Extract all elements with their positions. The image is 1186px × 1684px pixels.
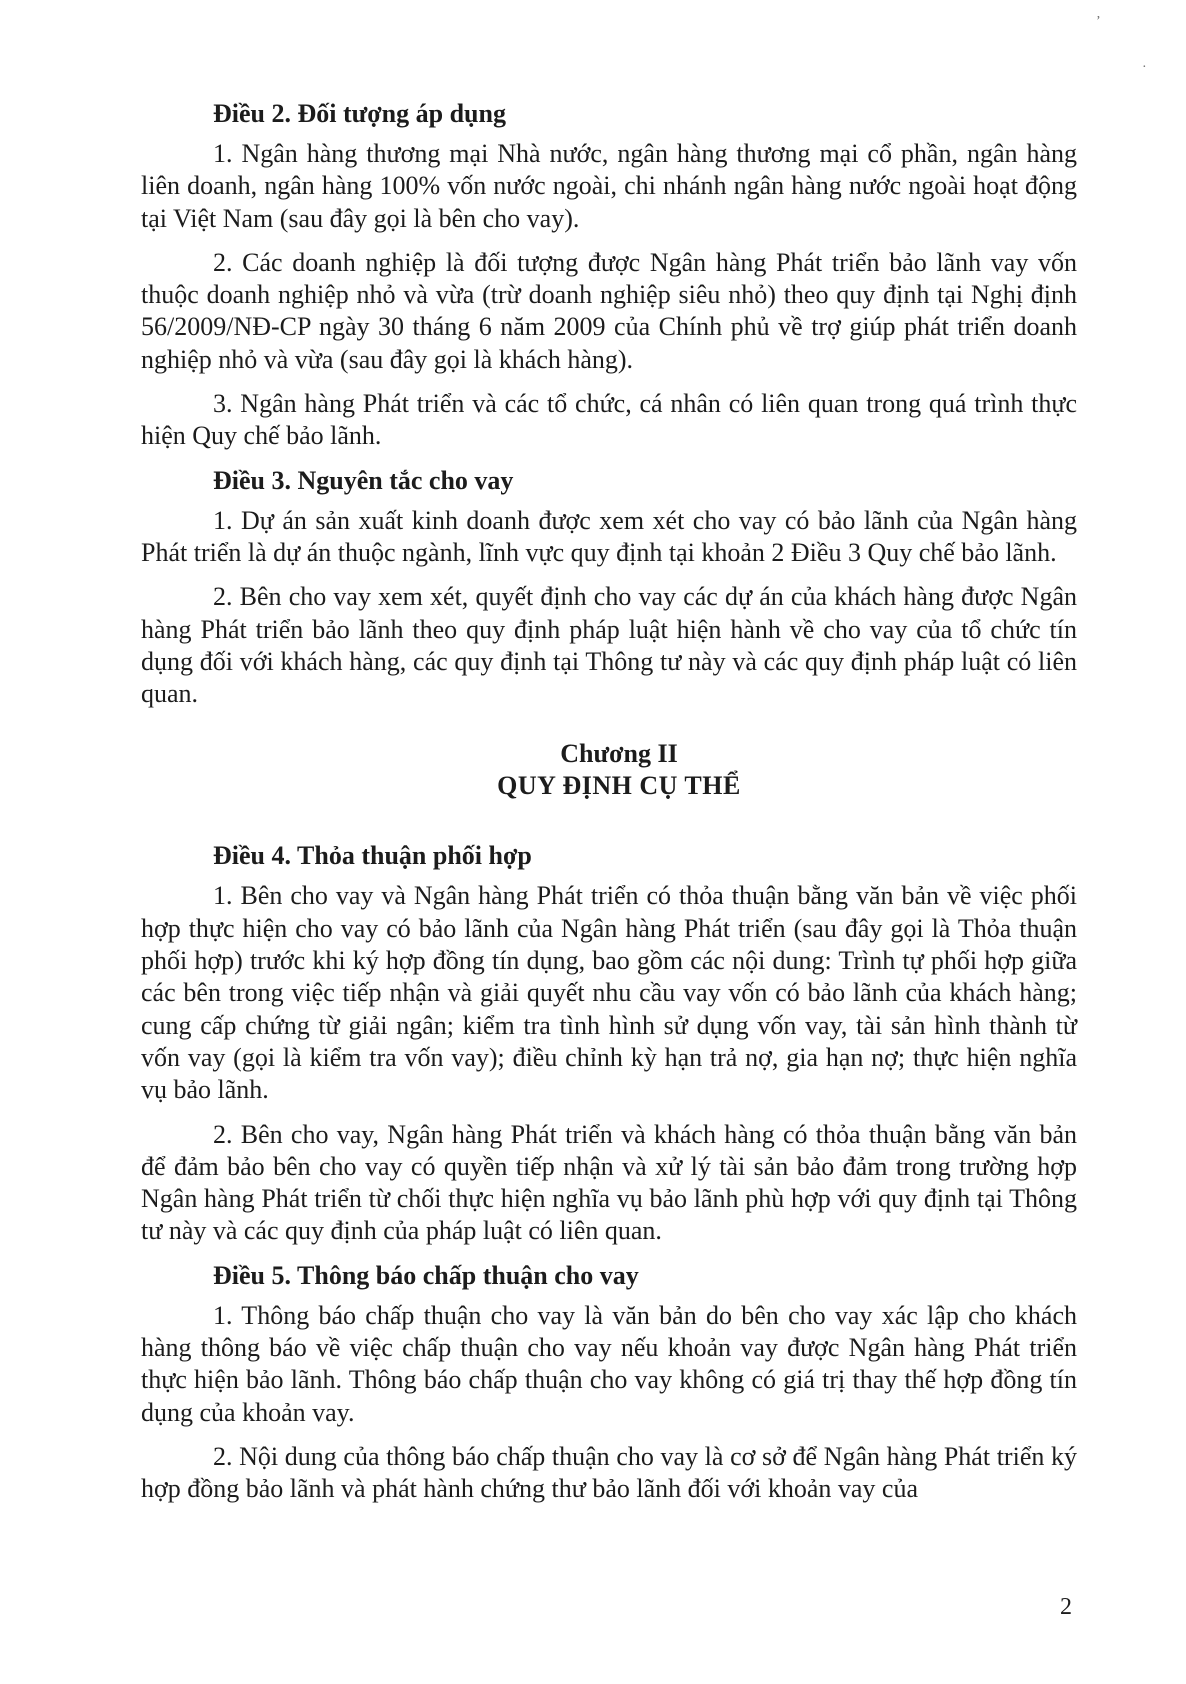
article-2-paragraph-3: 3. Ngân hàng Phát triển và các tổ chức, cá nhân có liên quan trong quá trình thực hiện Quy chế bảo lãnh. <box>141 389 1077 451</box>
article-3-heading: Điều 3. Nguyên tắc cho vay <box>213 465 514 495</box>
article-2-paragraph-2: 2. Các doanh nghiệp là đối tượng được Ngân hàng Phát triển bảo lãnh vay vốn thuộc doanh nghiệp nhỏ và vừa (trừ doanh nghiệp siêu nhỏ) theo quy định tại Nghị định 56/2009/NĐ-CP ngày 30 tháng 6 năm 2009 của Chính phủ về trợ giúp phát triển doanh nghiệp nhỏ và vừa (sau đây gọi là khách hàng). <box>141 247 1077 374</box>
chapter-title: QUY ĐỊNH CỤ THỂ <box>497 771 741 801</box>
chapter-number: Chương II <box>560 739 678 769</box>
article-4-paragraph-2: 2. Bên cho vay, Ngân hàng Phát triển và khách hàng có thỏa thuận bằng văn bản để đảm bảo bên cho vay có quyền tiếp nhận và xử lý tài sản bảo đảm trong trường hợp Ngân hàng Phát triển từ chối thực hiện nghĩa vụ bảo lãnh phù hợp với quy định tại Thông tư này và các quy định của pháp luật có liên quan. <box>141 1119 1077 1246</box>
scan-speck: ʼ <box>1096 14 1101 29</box>
article-5-paragraph-2: 2. Nội dung của thông báo chấp thuận cho vay là cơ sở để Ngân hàng Phát triển ký hợp đồng bảo lãnh và phát hành chứng thư bảo lãnh đối với khoản vay của <box>141 1441 1077 1504</box>
document-page <box>141 98 1077 1518</box>
page-number: 2 <box>1060 1594 1072 1620</box>
article-5-heading: Điều 5. Thông báo chấp thuận cho vay <box>213 1260 639 1290</box>
article-4-paragraph-1: 1. Bên cho vay và Ngân hàng Phát triển có thỏa thuận bằng văn bản về việc phối hợp thực hiện cho vay có bảo lãnh của Ngân hàng Phát triển (sau đây gọi là Thỏa thuận phối hợp) trước khi ký hợp đồng tín dụng, bao gồm các nội dung: Trình tự phối hợp giữa các bên trong việc tiếp nhận và giải quyết nhu cầu vay vốn có bảo lãnh của khách hàng; cung cấp chứng từ giải ngân; kiểm tra tình hình sử dụng vốn vay, tài sản hình thành từ vốn vay (gọi là kiểm tra vốn vay); điều chỉnh kỳ hạn trả nợ, gia hạn nợ; thực hiện nghĩa vụ bảo lãnh. <box>141 881 1077 1105</box>
article-4-heading: Điều 4. Thỏa thuận phối hợp <box>213 841 532 871</box>
article-3-paragraph-1: 1. Dự án sản xuất kinh doanh được xem xét cho vay có bảo lãnh của Ngân hàng Phát triển là dự án thuộc ngành, lĩnh vực quy định tại khoản 2 Điều 3 Quy chế bảo lãnh. <box>141 505 1077 567</box>
article-2-heading: Điều 2. Đối tượng áp dụng <box>213 99 506 128</box>
article-2-paragraph-1: 1. Ngân hàng thương mại Nhà nước, ngân hàng thương mại cổ phần, ngân hàng liên doanh, ngân hàng 100% vốn nước ngoài, chi nhánh ngân hàng nước ngoài hoạt động tại Việt Nam (sau đây gọi là bên cho vay). <box>141 139 1077 233</box>
scan-speck: · <box>1142 60 1147 75</box>
article-3-paragraph-2: 2. Bên cho vay xem xét, quyết định cho vay các dự án của khách hàng được Ngân hàng Phát triển bảo lãnh theo quy định pháp luật hiện hành về cho vay của tổ chức tín dụng đối với khách hàng, các quy định tại Thông tư này và các quy định pháp luật có liên quan. <box>141 582 1077 709</box>
article-5-paragraph-1: 1. Thông báo chấp thuận cho vay là văn bản do bên cho vay xác lập cho khách hàng thông báo về việc chấp thuận cho vay nếu khoản vay được Ngân hàng Phát triển thực hiện bảo lãnh. Thông báo chấp thuận cho vay không có giá trị thay thế hợp đồng tín dụng của khoản vay. <box>141 1300 1077 1427</box>
